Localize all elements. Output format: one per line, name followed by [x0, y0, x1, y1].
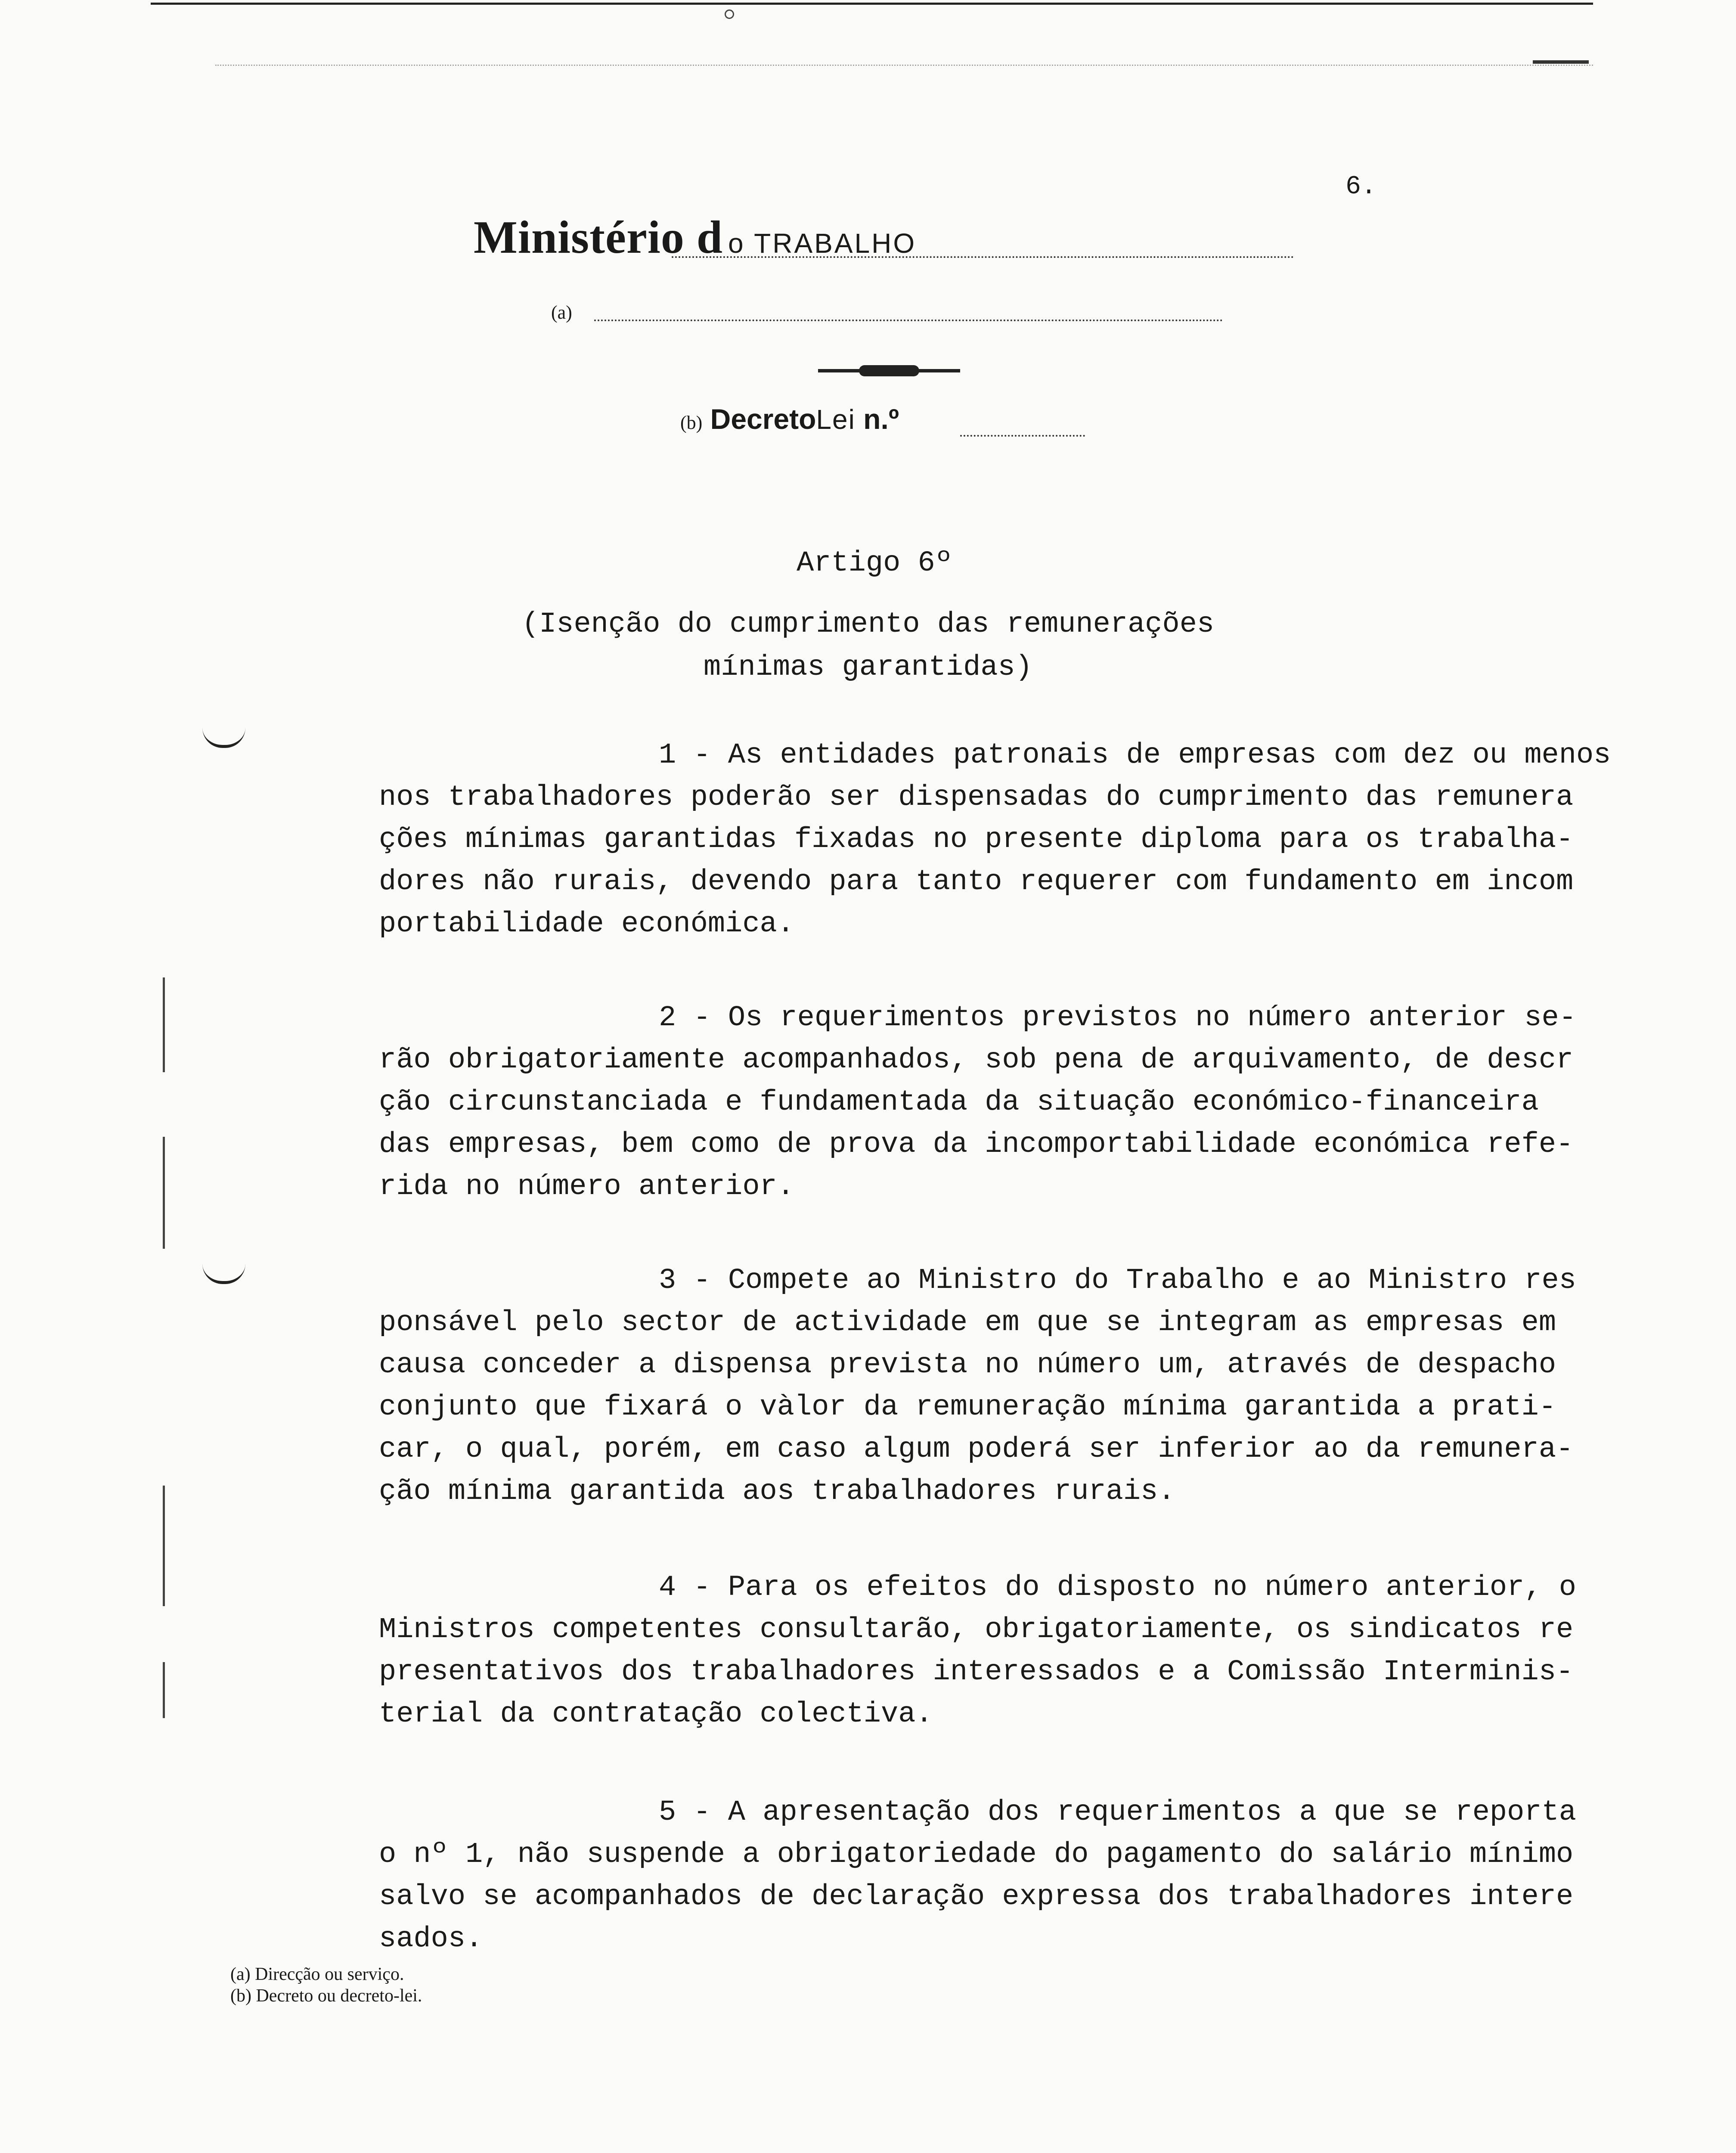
field-a-marker: (a)	[551, 302, 572, 323]
paragraph-line: car, o qual, porém, em caso algum poderá ser inferior ao da remunera-	[379, 1433, 1574, 1466]
paragraph-line: terial da contratação colectiva.	[379, 1698, 933, 1731]
ornament-center	[859, 365, 919, 376]
paragraph-1	[379, 734, 1611, 945]
margin-tick-mark	[202, 1264, 245, 1284]
corner-mark	[1533, 60, 1589, 64]
article-title: Artigo 6º	[797, 547, 952, 580]
paragraph-line: nos trabalhadores poderão ser dispensadas do cumprimento das remunera	[379, 781, 1574, 814]
paragraph-line: das empresas, bem como de prova da incomportabilidade económica refe-	[379, 1128, 1574, 1161]
decree-marker: (b)	[680, 412, 703, 433]
page-number: 6.	[1345, 172, 1377, 202]
paragraph-2	[379, 997, 1584, 1208]
margin-scan-line	[163, 1137, 165, 1249]
decree-heading	[680, 403, 899, 435]
paragraph-line: 5 - A apresentação dos requerimentos a que se reporta	[659, 1796, 1576, 1829]
paragraph-line: sados.	[379, 1923, 483, 1955]
field-a-fill-line	[594, 320, 1223, 321]
footnote-b: (b) Decreto ou decreto-lei.	[230, 1986, 422, 2006]
top-border-rule	[151, 3, 1593, 5]
paragraph-line: causa conceder a dispensa prevista no número um, através de despacho	[379, 1349, 1556, 1381]
paragraph-line: ção circunstanciada e fundamentada da situação económico-financeira	[379, 1086, 1539, 1119]
footnotes	[230, 1964, 422, 2007]
ministry-fill-line	[672, 256, 1294, 258]
paragraph-line: o nº 1, não suspende a obrigatoriedade do pagamento do salário mínimo	[379, 1838, 1574, 1871]
paragraph-line: presentativos dos trabalhadores interessados e a Comissão Interminis-	[379, 1656, 1574, 1688]
margin-scan-line	[163, 1662, 165, 1718]
paragraph-line: ponsável pelo sector de actividade em que se integram as empresas em	[379, 1306, 1556, 1339]
paragraph-5	[379, 1791, 1584, 1960]
paragraph-line: rão obrigatoriamente acompanhados, sob pena de arquivamento, de descr	[379, 1044, 1574, 1076]
decree-number-label: n.º	[863, 403, 899, 435]
decree-label: Decreto	[710, 403, 816, 435]
paragraph-line: ção mínima garantida aos trabalhadores rurais.	[379, 1475, 1175, 1508]
paragraph-line: 1 - As entidades patronais de empresas com dez ou menos	[659, 739, 1611, 772]
margin-scan-line	[163, 977, 165, 1072]
subtitle-line: mínimas garantidas)	[704, 651, 1032, 684]
paragraph-line: 3 - Compete ao Ministro do Trabalho e ao Ministro res	[659, 1264, 1576, 1297]
ministry-label: Ministério d	[474, 212, 723, 263]
paragraph-line: ções mínimas garantidas fixadas no presente diploma para os trabalha-	[379, 823, 1574, 856]
article-subtitle	[0, 603, 1736, 689]
punch-hole-mark	[725, 9, 734, 19]
paragraph-line: portabilidade económica.	[379, 908, 794, 940]
margin-scan-line	[163, 1486, 165, 1606]
paragraph-line: 4 - Para os efeitos do disposto no número anterior, o	[659, 1571, 1576, 1604]
decree-value: Lei	[816, 404, 856, 435]
paragraph-line: salvo se acompanhados de declaração expressa dos trabalhadores intere	[379, 1880, 1574, 1913]
decree-fill-line	[960, 435, 1085, 437]
ministry-value: o TRABALHO	[728, 228, 917, 259]
paragraph-line: rida no número anterior.	[379, 1170, 794, 1203]
paragraph-line: Ministros competentes consultarão, obrigatoriamente, os sindicatos re	[379, 1613, 1574, 1646]
paragraph-line: 2 - Os requerimentos previstos no número anterior se-	[659, 1002, 1576, 1034]
footnote-a: (a) Direcção ou serviço.	[230, 1964, 404, 1984]
scan-noise-line	[215, 65, 1593, 66]
margin-tick-mark	[202, 728, 245, 748]
paragraph-4	[379, 1567, 1584, 1735]
subtitle-line: (Isenção do cumprimento das remunerações	[521, 608, 1215, 641]
paragraph-line: dores não rurais, devendo para tanto requerer com fundamento em incom	[379, 866, 1574, 898]
paragraph-line: conjunto que fixará o vàlor da remuneração mínima garantida a prati-	[379, 1391, 1556, 1424]
paragraph-3	[379, 1260, 1584, 1513]
